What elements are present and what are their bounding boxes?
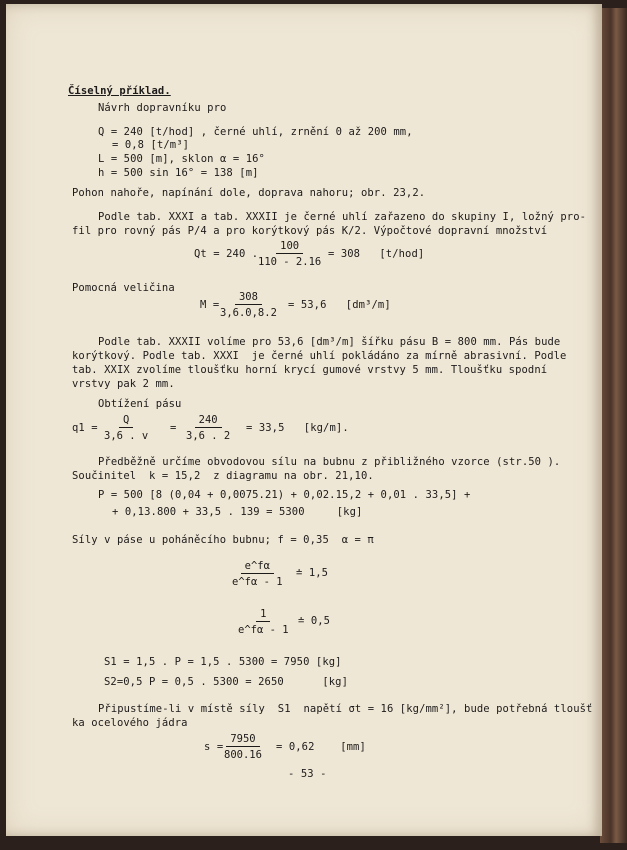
text-line: Předběžně určíme obvodovou sílu na bubnu z přibližného vzorce (str.50 ). <box>98 456 561 468</box>
text-line: korýtkový. Podle tab. XXXI je černé uhlí pokládáno za mírně abrasivní. Podle <box>72 350 567 362</box>
fraction-qt <box>258 240 321 268</box>
fraction-denominator: 800.16 <box>224 749 262 761</box>
formula-S2: S2=0,5 P = 0,5 . 5300 = 2650 [kg] <box>104 676 349 688</box>
formula-L: L = 500 [m], sklon α = 16° <box>98 153 265 165</box>
formula-qt-lhs: Qt = 240 . <box>194 248 259 260</box>
formula-q1-lhs: q1 = <box>72 422 98 434</box>
formula-P-line2: + 0,13.800 + 33,5 . 139 = 5300 [kg] <box>112 506 363 518</box>
formula-S1: S1 = 1,5 . P = 1,5 . 5300 = 7950 [kg] <box>104 656 342 668</box>
formula-P-line1: P = 500 [8 (0,04 + 0,0075.21) + 0,02.15,2 + 0,01 . 33,5] + <box>98 489 471 501</box>
formula-q1-rhs: = 33,5 [kg/m]. <box>246 422 349 434</box>
formula-s-lhs: s = <box>204 741 224 753</box>
fraction-denominator: e^fα - 1 <box>238 624 289 636</box>
formula-m-lhs: M = <box>200 299 220 311</box>
fraction-denominator: 3,6.0,8.2 <box>220 307 277 319</box>
formula-gamma: = 0,8 [t/m³] <box>112 139 190 151</box>
text-line: Podle tab. XXXI a tab. XXXII je černé uhlí zařazeno do skupiny I, ložný pro- <box>98 211 587 223</box>
text-line: Návrh dopravníku pro <box>98 102 227 114</box>
text-line: Obtížení pásu <box>98 398 182 410</box>
fraction-e2 <box>238 608 289 636</box>
fraction-q1a <box>104 414 148 442</box>
fraction-denominator: 3,6 . 2 <box>186 430 231 442</box>
formula-s-rhs: = 0,62 [mm] <box>276 741 366 753</box>
text-line: Pomocná veličina <box>72 282 175 294</box>
text-line: ka ocelového jádra <box>72 717 188 729</box>
fraction-e1 <box>232 560 283 588</box>
formula-q: Q = 240 [t/hod] , černé uhlí, zrnění 0 až 200 mm, <box>98 126 413 138</box>
text-line: Připustíme-li v místě síly S1 napětí σt = 16 [kg/mm²], bude potřebná tloušť <box>98 703 593 715</box>
page-number: - 53 - <box>288 768 327 780</box>
formula-e2-rhs: ≐ 0,5 <box>298 615 331 627</box>
fraction-numerator: 308 <box>235 291 262 305</box>
formula-e1-rhs: ≐ 1,5 <box>296 567 329 579</box>
fraction-q1b <box>186 414 230 442</box>
fraction-numerator: e^fα <box>241 560 274 574</box>
section-heading: Číselný příklad. <box>68 85 171 97</box>
fraction-numerator: 1 <box>256 608 270 622</box>
text-line: Pohon nahoře, napínání dole, doprava nahoru; obr. 23,2. <box>72 187 426 199</box>
fraction-numerator: 100 <box>276 240 303 254</box>
text-line: tab. XXIX zvolíme tloušťku horní krycí gumové vrstvy 5 mm. Tloušťku spodní <box>72 364 548 376</box>
fraction-denominator: 3,6 . v <box>104 430 149 442</box>
fraction-denominator: 110 - 2.16 <box>258 256 322 268</box>
text-line: vrstvy pak 2 mm. <box>72 378 175 390</box>
fraction-s <box>224 733 262 761</box>
book-edge <box>600 8 627 843</box>
fraction-numerator: 7950 <box>226 733 259 747</box>
fraction-m <box>220 291 277 319</box>
fraction-numerator: 240 <box>195 414 222 428</box>
formula-h: h = 500 sin 16° = 138 [m] <box>98 167 259 179</box>
formula-qt-rhs: = 308 [t/hod] <box>328 248 425 260</box>
text-line: Podle tab. XXXII volíme pro 53,6 [dm³/m] šířku pásu B = 800 mm. Pás bude <box>98 336 561 348</box>
formula-m-rhs: = 53,6 [dm³/m] <box>288 299 391 311</box>
fraction-denominator: e^fα - 1 <box>232 576 283 588</box>
text-line: fil pro rovný pás P/4 a pro korýtkový pás K/2. Výpočtové dopravní množství <box>72 225 548 237</box>
document-page <box>6 4 602 836</box>
fraction-numerator: Q <box>119 414 133 428</box>
formula-q1-mid: = <box>170 422 177 434</box>
text-line: Síly v páse u poháněcího bubnu; f = 0,35 α = π <box>72 534 374 546</box>
text-line: Součinitel k = 15,2 z diagramu na obr. 21,10. <box>72 470 374 482</box>
